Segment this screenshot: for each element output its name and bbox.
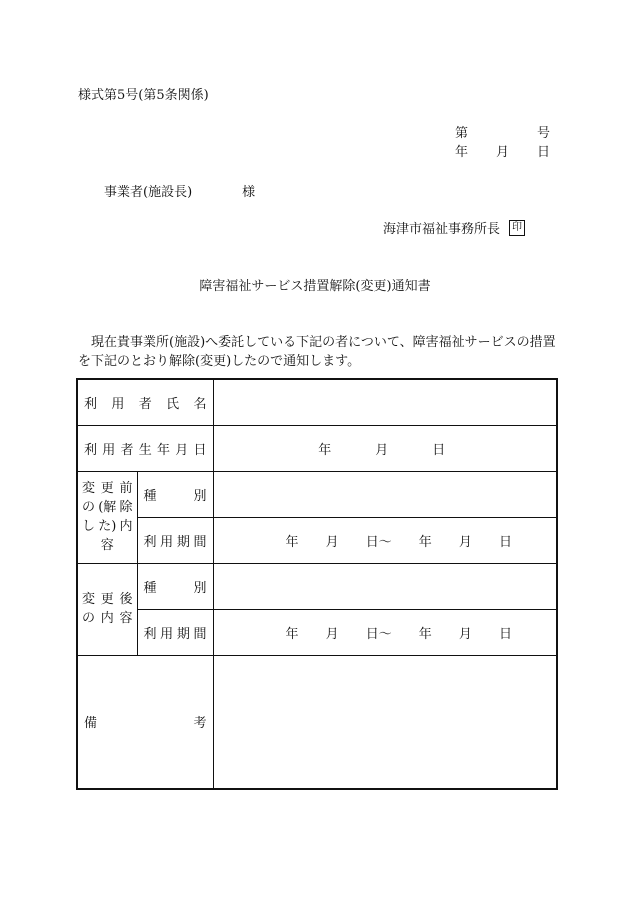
after-period-field[interactable] [213, 609, 557, 655]
before-period-label [138, 531, 213, 550]
notice-form-table [76, 378, 558, 790]
doc-date-year: 年 [455, 145, 469, 160]
after-type-field[interactable] [213, 563, 557, 609]
after-type-label-cell [137, 563, 213, 609]
before-period-label-char: 用 [160, 534, 174, 550]
before-label-line3-char: 内 [119, 519, 133, 534]
before-period-label-char: 期 [176, 534, 190, 550]
before-label-line4: 容 [100, 538, 114, 553]
before-period-label-char: 利 [143, 534, 157, 550]
remarks-field[interactable] [213, 655, 557, 789]
after-change-label-cell [77, 563, 137, 655]
birthdate-label [78, 439, 213, 458]
after-period-unit-char: 日 [498, 626, 512, 642]
doc-date-day: 日 [536, 145, 550, 160]
user-name-label-char: 名 [193, 396, 207, 412]
seal-mark: 印 [509, 220, 525, 236]
body-paragraph: 現在貴事業所(施設)へ委託している下記の者について、障害福祉サービスの措置を下記のとおり解除(変更)したので通知します。 [78, 335, 556, 369]
addressee [104, 181, 255, 200]
after-period-unit-char: 年 [418, 626, 432, 642]
before-type-label-char: 種 [143, 488, 157, 504]
document-title: 障害福祉サービス措置解除(変更)通知書 [199, 279, 431, 294]
before-label-line1-char: 前 [119, 481, 133, 496]
after-type-label [138, 577, 213, 596]
before-type-label-char: 別 [193, 488, 207, 504]
birthdate-field[interactable] [213, 425, 557, 471]
user-name-label-cell [77, 379, 213, 425]
user-name-label-char: 氏 [166, 396, 180, 412]
after-period-label-char: 用 [160, 626, 174, 642]
before-type-label [138, 485, 213, 504]
form-number: 様式第5号(第5条関係) [78, 88, 209, 103]
after-label-line2-char: 容 [119, 611, 133, 626]
doc-number-suffix: 号 [536, 126, 550, 141]
row-remarks [77, 655, 557, 789]
remarks-label-char: 備 [84, 716, 98, 732]
addressee-label: 事業者(施設長) [104, 185, 193, 200]
issuer-title: 海津市福祉事務所長 [383, 222, 501, 237]
after-type-label-char: 別 [193, 580, 207, 596]
user-name-label [78, 393, 213, 412]
birthdate-label-char: 利 [84, 442, 98, 458]
row-after-type [77, 563, 557, 609]
before-label-line3-char: た) [98, 519, 117, 534]
after-label-line1-char: 更 [100, 592, 114, 607]
after-label-line1-char: 後 [119, 592, 133, 607]
birthdate-units [214, 439, 556, 458]
after-period-unit-char: 日～ [365, 626, 392, 642]
before-change-label [78, 479, 137, 555]
after-period-unit-char: 月 [458, 626, 472, 642]
after-change-label [78, 590, 137, 628]
after-period-units [214, 623, 556, 642]
remarks-label-char: 考 [193, 716, 207, 732]
birth-day-unit: 日 [432, 442, 446, 458]
after-period-label-char: 間 [193, 626, 207, 642]
birthdate-label-char: 日 [193, 442, 207, 458]
before-label-line2-char: 除 [119, 500, 133, 515]
before-period-field[interactable] [213, 517, 557, 563]
row-before-type [77, 471, 557, 517]
birthdate-label-char: 年 [157, 442, 171, 458]
row-before-period [77, 517, 557, 563]
row-after-period [77, 609, 557, 655]
after-label-line1-char: 変 [82, 592, 96, 607]
before-period-unit-char: 年 [285, 534, 299, 550]
before-period-label-char: 間 [193, 534, 207, 550]
before-period-label-cell [137, 517, 213, 563]
birthdate-label-char: 生 [138, 442, 152, 458]
row-user-birthdate [77, 425, 557, 471]
before-type-field[interactable] [213, 471, 557, 517]
birthdate-label-char: 用 [102, 442, 116, 458]
after-period-unit-char: 月 [325, 626, 339, 642]
before-period-unit-char: 月 [325, 534, 339, 550]
document-number [455, 122, 550, 141]
after-type-label-char: 種 [143, 580, 157, 596]
before-label-line1-char: 更 [100, 481, 114, 496]
birthdate-label-char: 者 [120, 442, 134, 458]
birthdate-label-char: 月 [175, 442, 189, 458]
user-name-label-char: 用 [111, 396, 125, 412]
body-text [78, 333, 568, 371]
before-label-line2-char: の [82, 500, 96, 515]
after-period-label-char: 利 [143, 626, 157, 642]
before-change-label-cell [77, 471, 137, 563]
row-user-name [77, 379, 557, 425]
birth-month-unit: 月 [375, 442, 389, 458]
addressee-honorific: 様 [242, 185, 256, 200]
before-period-unit-char: 日 [498, 534, 512, 550]
birthdate-label-cell [77, 425, 213, 471]
before-period-unit-char: 年 [418, 534, 432, 550]
doc-date-month: 月 [495, 145, 509, 160]
before-period-unit-char: 日～ [365, 534, 392, 550]
before-label-line3-char: し [82, 519, 96, 534]
birth-year-unit: 年 [318, 442, 332, 458]
document-date [455, 141, 550, 160]
after-period-label-char: 期 [176, 626, 190, 642]
after-label-line2-char: 内 [100, 611, 114, 626]
issuer [383, 218, 525, 237]
user-name-field[interactable] [213, 379, 557, 425]
after-period-unit-char: 年 [285, 626, 299, 642]
before-label-line1-char: 変 [82, 481, 96, 496]
doc-number-prefix: 第 [455, 126, 469, 141]
after-label-line2-char: の [82, 611, 96, 626]
before-type-label-cell [137, 471, 213, 517]
user-name-label-char: 者 [138, 396, 152, 412]
before-label-line2-char: (解 [98, 500, 117, 515]
before-period-units [214, 531, 556, 550]
remarks-label-cell [77, 655, 213, 789]
remarks-label [78, 712, 213, 731]
before-period-unit-char: 月 [458, 534, 472, 550]
after-period-label [138, 623, 213, 642]
user-name-label-char: 利 [84, 396, 98, 412]
after-period-label-cell [137, 609, 213, 655]
